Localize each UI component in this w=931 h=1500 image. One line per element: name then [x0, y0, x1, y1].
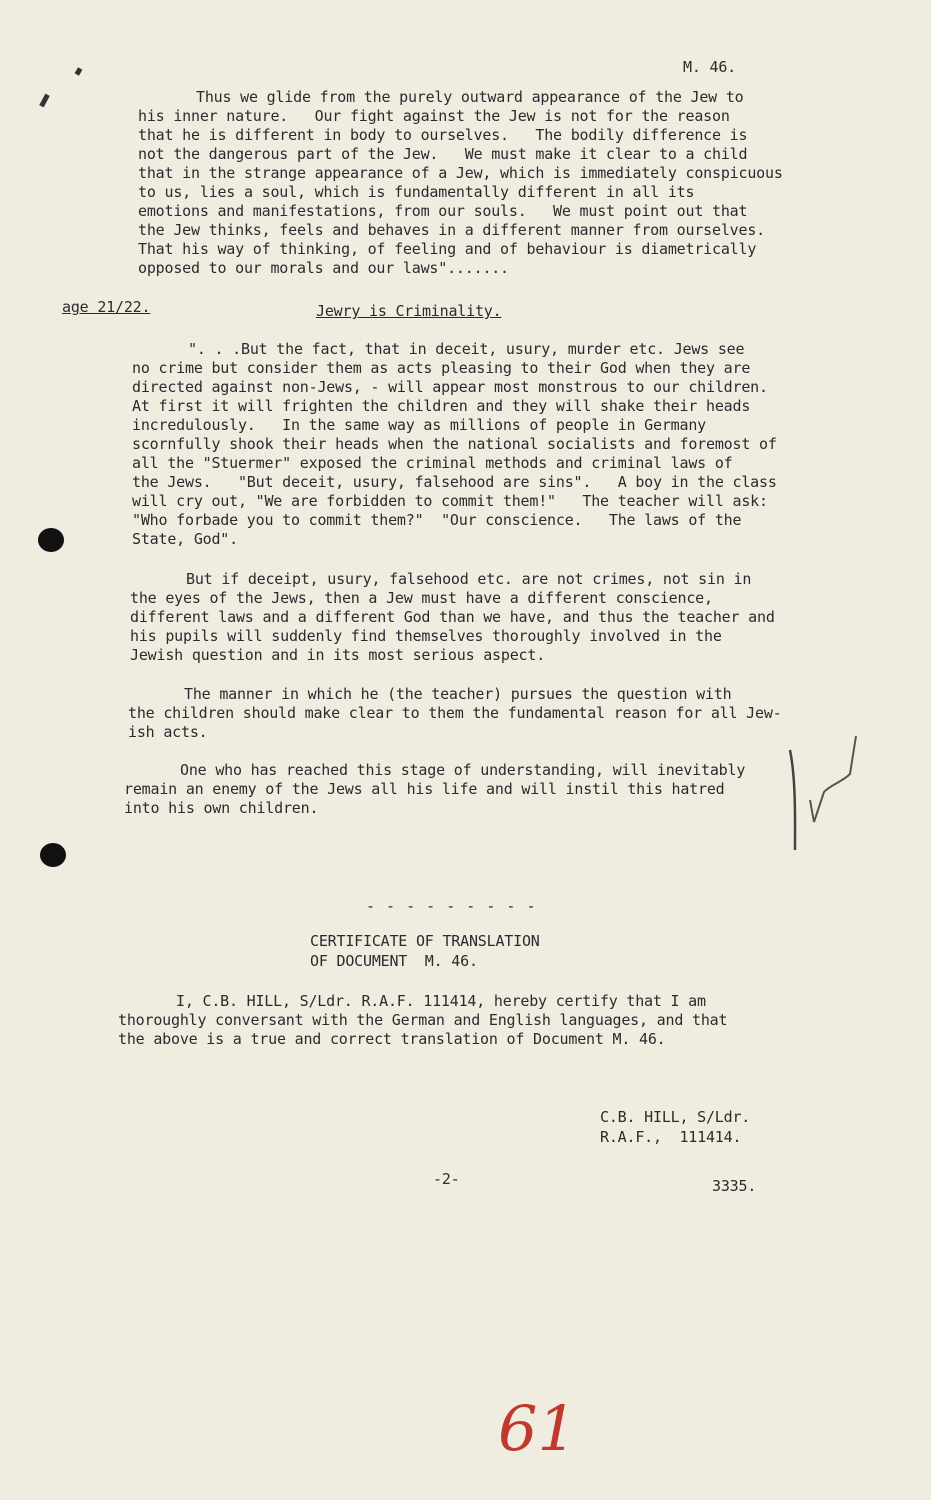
- signature-line: C.B. HILL, S/Ldr.: [600, 1108, 751, 1126]
- text-line: directed against non-Jews, - will appear most monstrous to our children.: [132, 378, 768, 396]
- text-line: incredulously. In the same way as millions of people in Germany: [132, 416, 706, 434]
- margin-tick-mark: [75, 67, 83, 76]
- text-line: At first it will frighten the children and they will shake their heads: [132, 397, 751, 415]
- text-line: the above is a true and correct translation of Document M. 46.: [118, 1030, 666, 1048]
- document-code: 3335.: [712, 1177, 757, 1195]
- text-line: will cry out, "We are forbidden to commit them!" The teacher will ask:: [132, 492, 768, 510]
- text-line: his inner nature. Our fight against the Jew is not for the reason: [138, 107, 730, 125]
- text-line: Thus we glide from the purely outward appearance of the Jew to: [196, 88, 744, 106]
- text-line: remain an enemy of the Jews all his life and will instil this hatred: [124, 780, 725, 798]
- text-line: not the dangerous part of the Jew. We must make it clear to a child: [138, 145, 748, 163]
- text-line: "Who forbade you to commit them?" "Our conscience. The laws of the: [132, 511, 742, 529]
- signature-line: R.A.F., 111414.: [600, 1128, 742, 1146]
- text-line: no crime but consider them as acts pleasing to their God when they are: [132, 359, 751, 377]
- punch-hole: [38, 528, 64, 552]
- page-number: -2-: [433, 1170, 460, 1188]
- text-line: The manner in which he (the teacher) pursues the question with: [184, 685, 732, 703]
- text-line: different laws and a different God than we have, and thus the teacher and: [130, 608, 775, 626]
- text-line: opposed to our morals and our laws".......: [138, 259, 509, 277]
- text-line: I, C.B. HILL, S/Ldr. R.A.F. 111414, hereby certify that I am: [176, 992, 706, 1010]
- certificate-title: OF DOCUMENT M. 46.: [310, 952, 478, 970]
- text-line: That his way of thinking, of feeling and of behaviour is diametrically: [138, 240, 757, 258]
- page-reference: age 21/22.: [62, 298, 151, 316]
- text-line: scornfully shook their heads when the national socialists and foremost of: [132, 435, 777, 453]
- text-line: ". . .But the fact, that in deceit, usury, murder etc. Jews see: [188, 340, 745, 358]
- text-line: that in the strange appearance of a Jew, which is immediately conspicuous: [138, 164, 783, 182]
- text-line: into his own children.: [124, 799, 319, 817]
- text-line: the children should make clear to them the fundamental reason for all Jew-: [128, 704, 782, 722]
- certificate-title: CERTIFICATE OF TRANSLATION: [310, 932, 540, 950]
- margin-bracket-mark: [770, 730, 880, 860]
- text-line: the eyes of the Jews, then a Jew must have a different conscience,: [130, 589, 713, 607]
- section-heading: Jewry is Criminality.: [316, 302, 502, 320]
- text-line: the Jews. "But deceit, usury, falsehood are sins". A boy in the class: [132, 473, 777, 491]
- text-line: the Jew thinks, feels and behaves in a different manner from ourselves.: [138, 221, 765, 239]
- section-divider: - - - - - - - - -: [366, 897, 537, 915]
- text-line: to us, lies a soul, which is fundamentally different in all its: [138, 183, 695, 201]
- text-line: thoroughly conversant with the German and English languages, and that: [118, 1011, 728, 1029]
- punch-hole: [40, 843, 66, 867]
- text-line: all the "Stuermer" exposed the criminal methods and criminal laws of: [132, 454, 733, 472]
- text-line: But if deceipt, usury, falsehood etc. are not crimes, not sin in: [186, 570, 752, 588]
- text-line: One who has reached this stage of understanding, will inevitably: [180, 761, 746, 779]
- margin-tick-mark: [39, 94, 50, 108]
- text-line: that he is different in body to ourselves. The bodily difference is: [138, 126, 748, 144]
- text-line: State, God".: [132, 530, 238, 548]
- document-reference: M. 46.: [683, 58, 736, 76]
- text-line: ish acts.: [128, 723, 208, 741]
- text-line: his pupils will suddenly find themselves thoroughly involved in the: [130, 627, 722, 645]
- text-line: emotions and manifestations, from our souls. We must point out that: [138, 202, 748, 220]
- handwritten-page-number: 61: [498, 1392, 577, 1465]
- text-line: Jewish question and in its most serious aspect.: [130, 646, 546, 664]
